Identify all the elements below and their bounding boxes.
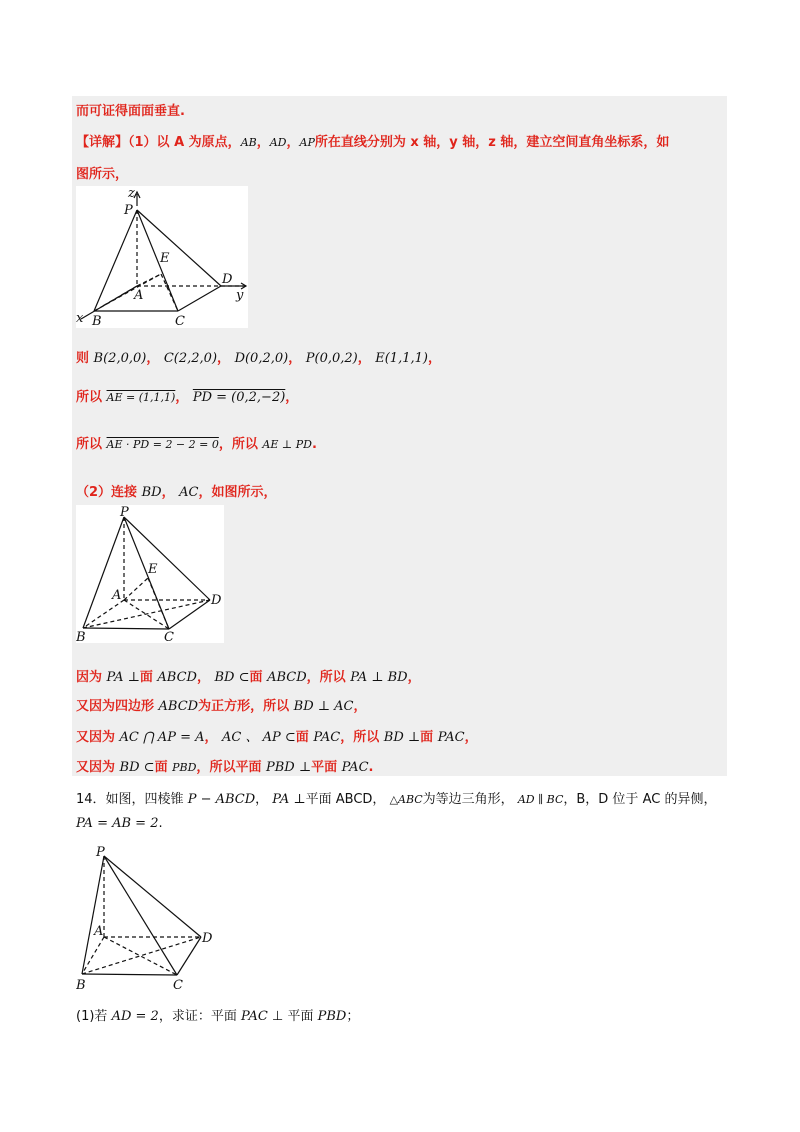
part2-line: （2）连接 BD， AC，如图所示， <box>76 485 277 500</box>
perp-result: AE ⊥ PD <box>262 438 312 451</box>
reason-line-2: 又因为四边形 ABCD为正方形，所以 BD ⊥ AC， <box>76 699 367 714</box>
figure-coordinate-pyramid <box>76 186 248 328</box>
vector-pd: PD = (0,2,−2) <box>192 390 286 405</box>
vector-ae: AE = (1,1,1) <box>106 391 176 404</box>
fig1-label-y: y <box>236 288 244 303</box>
detail-tag: 【详解】 <box>76 135 129 150</box>
fig1-label-x: x <box>76 311 84 326</box>
problem-14-statement: 14．如图，四棱锥 P − ABCD， PA ⊥平面 ABCD， △ABC为等边三角形， AD ∥ BC，B，D 位于 AC 的异侧， <box>76 792 717 807</box>
reason-line-3: 又因为 AC ⋂ AP = A， AC 、 AP ⊂面 PAC，所以 BD ⊥面 PAC， <box>76 730 478 745</box>
detail-line-2: 图所示， <box>76 167 129 182</box>
reason-line-4: 又因为 BD ⊂面 PBD，所以平面 PBD ⊥平面 PAC. <box>76 760 374 775</box>
fig1-label-c: C <box>175 314 185 328</box>
fig1-label-a: A <box>134 288 144 303</box>
question-1: (1)若 AD = 2，求证：平面 PAC ⊥ 平面 PBD； <box>76 1009 360 1024</box>
fig1-label-e: E <box>160 251 170 266</box>
fig1-label-d: D <box>222 272 233 287</box>
detail-line: 【详解】（1）以 A 为原点，AB，AD，AP所在直线分别为 x 轴，y 轴，z 轴，建立空间直角坐标系，如 <box>76 135 670 150</box>
fig2-label-c: C <box>164 630 174 643</box>
coordinates-line: 则 B(2,0,0)， C(2,2,0)， D(0,2,0)， P(0,0,2)， E(1,1,1)， <box>76 351 441 366</box>
fig2-label-b: B <box>76 630 86 643</box>
fig2-label-d: D <box>211 593 222 608</box>
fig2-label-e: E <box>148 562 158 577</box>
figure-pyramid-2 <box>76 505 224 643</box>
fig1-label-z: z <box>128 186 135 201</box>
fig3-label-d: D <box>202 931 213 946</box>
fig3-label-a: A <box>94 924 104 939</box>
fig2-label-a: A <box>112 588 122 603</box>
dot-product: AE · PD = 2 − 2 = 0 <box>106 438 219 451</box>
dot-product-line: 所以 AE · PD = 2 − 2 = 0，所以 AE ⊥ PD. <box>76 437 317 452</box>
fig3-label-p: P <box>96 845 105 860</box>
problem-14-condition: PA = AB = 2. <box>76 816 163 831</box>
fig1-label-b: B <box>92 314 102 328</box>
fig1-label-p: P <box>124 203 133 218</box>
fig3-label-b: B <box>76 978 86 992</box>
intro-text: 而可证得面面垂直. <box>76 104 185 119</box>
figure-problem-14 <box>76 842 224 992</box>
fig2-label-p: P <box>120 505 129 520</box>
reason-line-1: 因为 PA ⊥面 ABCD， BD ⊂面 ABCD，所以 PA ⊥ BD， <box>76 670 421 685</box>
fig3-label-c: C <box>173 978 183 992</box>
solution-intro-line <box>76 100 185 119</box>
vectors-line: 所以 AE = (1,1,1)， PD = (0,2,−2)， <box>76 390 299 405</box>
